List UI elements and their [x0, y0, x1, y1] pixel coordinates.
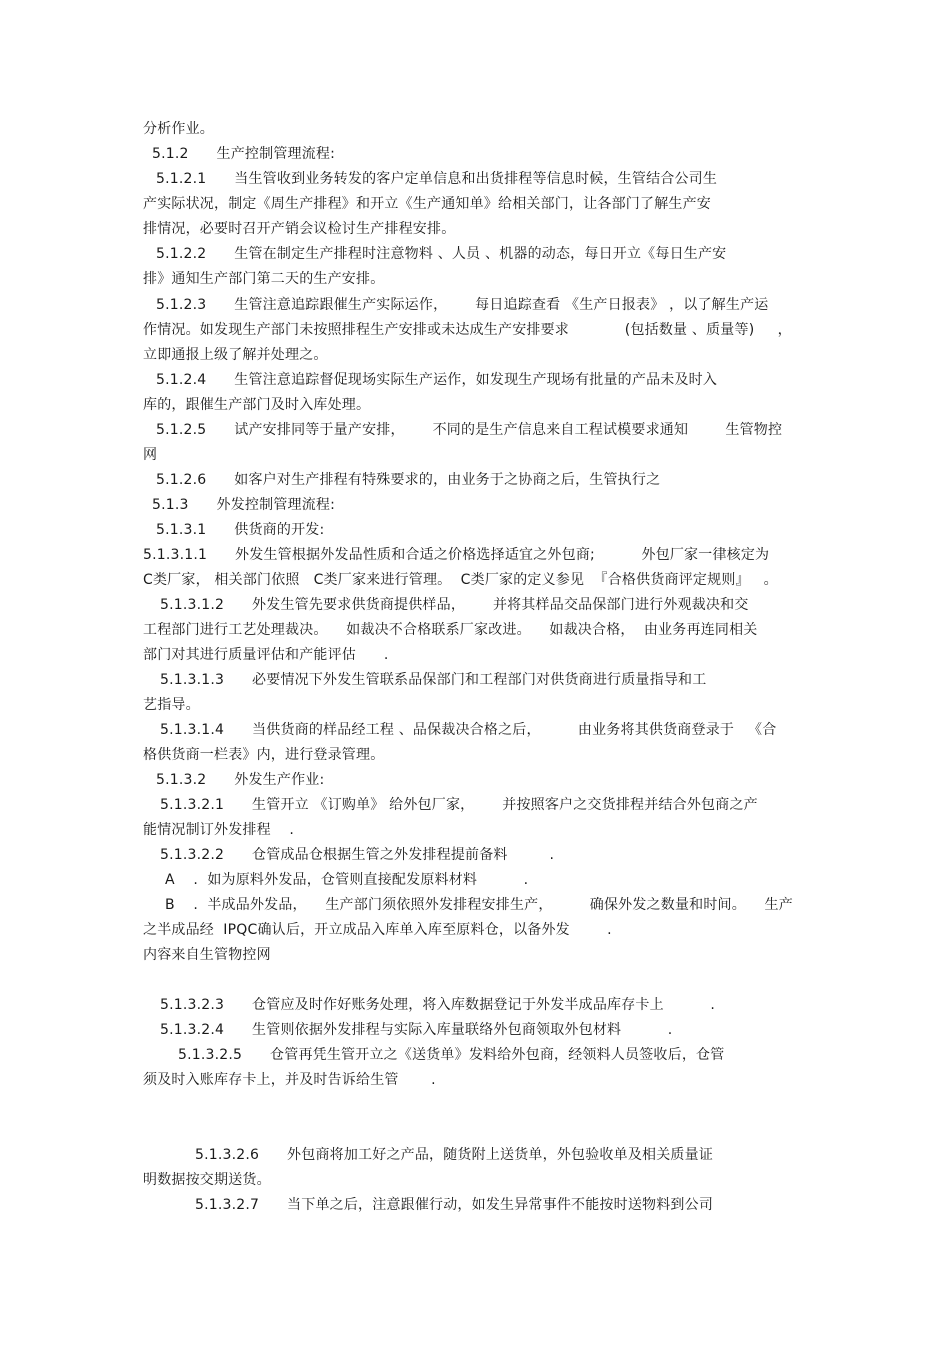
- text-line: 5.1.3.2.7 当下单之后，注意跟催行动，如发生异常事件不能按时送物料到公司: [195, 1197, 714, 1213]
- text-line: 部门对其进行质量评估和产能评估 .: [143, 647, 389, 663]
- text-line: 产实际状况，制定《周生产排程》和开立《生产通知单》给相关部门，让各部门了解生产安: [143, 196, 711, 212]
- text-line: 5.1.2.5 试产安排同等于量产安排， 不同的是生产信息来自工程试模要求通知 生管物控: [156, 422, 783, 438]
- text-line: 5.1.2.1 当生管收到业务转发的客户定单信息和出货排程等信息时候，生管结合公司生: [156, 171, 718, 187]
- text-line: 5.1.2.3 生管注意追踪跟催生产实际运作， 每日追踪查看 《生产日报表》 ，以了解生产运: [156, 297, 769, 313]
- text-line: 排情况，必要时召开产销会议检讨生产排程安排。: [143, 221, 456, 237]
- text-line: C类厂家， 相关部门依照 C类厂家来进行管理。 C类厂家的定义参见 『合格供货商评定规则』 。: [143, 572, 778, 588]
- text-line: 5.1.3.2.1 生管开立 《订购单》 给外包厂家， 并按照客户之交货排程并结合外包商之产: [160, 797, 758, 813]
- text-line: 工程部门进行工艺处理裁决。 如裁决不合格联系厂家改进。 如裁决合格， 由业务再连同相关: [143, 622, 758, 638]
- section-heading: 5.1.3.2 外发生产作业:: [156, 772, 325, 788]
- text-line: 5.1.3.1.2 外发生管先要求供货商提供样品， 并将其样品交品保部门进行外观裁决和交: [160, 597, 749, 613]
- text-line: 排》通知生产部门第二天的生产安排。: [143, 271, 385, 287]
- watermark-text: 内容来自生管物控网: [143, 947, 271, 963]
- text-line: 立即通报上级了解并处理之。: [143, 347, 328, 363]
- text-line: 5.1.2.6 如客户对生产排程有特殊要求的，由业务于之协商之后，生管执行之: [156, 472, 661, 488]
- text-line: 5.1.3.2.6 外包商将加工好之产品，随货附上送货单，外包验收单及相关质量证: [195, 1147, 714, 1163]
- text-line: 5.1.2.2 生管在制定生产排程时注意物料 、人员 、机器的动态，每日开立《每日生产安: [156, 246, 727, 262]
- text-line: 格供货商一栏表》内，进行登录管理。: [143, 747, 385, 763]
- text-line: 5.1.3.1.4 当供货商的样品经工程 、品保裁决合格之后， 由业务将其供货商登录于 《合: [160, 722, 777, 738]
- text-line: 库的，跟催生产部门及时入库处理。: [143, 397, 371, 413]
- text-line: 作情况。如发现生产部门未按照排程生产安排或未达成生产安排要求 (包括数量 、质量等) ，: [143, 322, 792, 338]
- text-line: A . 如为原料外发品，仓管则直接配发原料材料 .: [165, 872, 529, 888]
- text-line: 5.1.3.2.2 仓管成品仓根据生管之外发排程提前备料 .: [160, 847, 555, 863]
- text-line: 5.1.2.4 生管注意追踪督促现场实际生产运作，如发现生产现场有批量的产品未及时入: [156, 372, 718, 388]
- text-line: 之半成品经 IPQC确认后，开立成品入库单入库至原料仓，以备外发 .: [143, 922, 612, 938]
- text-line: 网: [143, 447, 158, 463]
- text-line: 分析作业。: [143, 121, 214, 137]
- text-line: B . 半成品外发品， 生产部门须依照外发排程安排生产， 确保外发之数量和时间。 生产: [165, 897, 793, 913]
- text-line: 5.1.3.2.5 仓管再凭生管开立之《送货单》发料给外包商，经领料人员签收后，仓管: [178, 1047, 725, 1063]
- section-heading: 5.1.2 生产控制管理流程:: [152, 146, 336, 162]
- text-line: 明数据按交期送货。: [143, 1172, 271, 1188]
- text-line: 5.1.3.2.3 仓管应及时作好账务处理，将入库数据登记于外发半成品库存卡上 .: [160, 997, 715, 1013]
- text-line: 5.1.3.1.1 外发生管根据外发品性质和合适之价格选择适宜之外包商; 外包厂家一律核定为: [143, 547, 770, 563]
- text-line: 5.1.3.2.4 生管则依据外发排程与实际入库量联络外包商领取外包材料 .: [160, 1022, 673, 1038]
- text-line: 艺指导。: [143, 697, 200, 713]
- section-heading: 5.1.3 外发控制管理流程:: [152, 497, 336, 513]
- text-line: 能情况制订外发排程 .: [143, 822, 295, 838]
- section-heading: 5.1.3.1 供货商的开发:: [156, 522, 325, 538]
- text-line: 须及时入账库存卡上，并及时告诉给生管 .: [143, 1072, 436, 1088]
- text-line: 5.1.3.1.3 必要情况下外发生管联系品保部门和工程部门对供货商进行质量指导和工: [160, 672, 707, 688]
